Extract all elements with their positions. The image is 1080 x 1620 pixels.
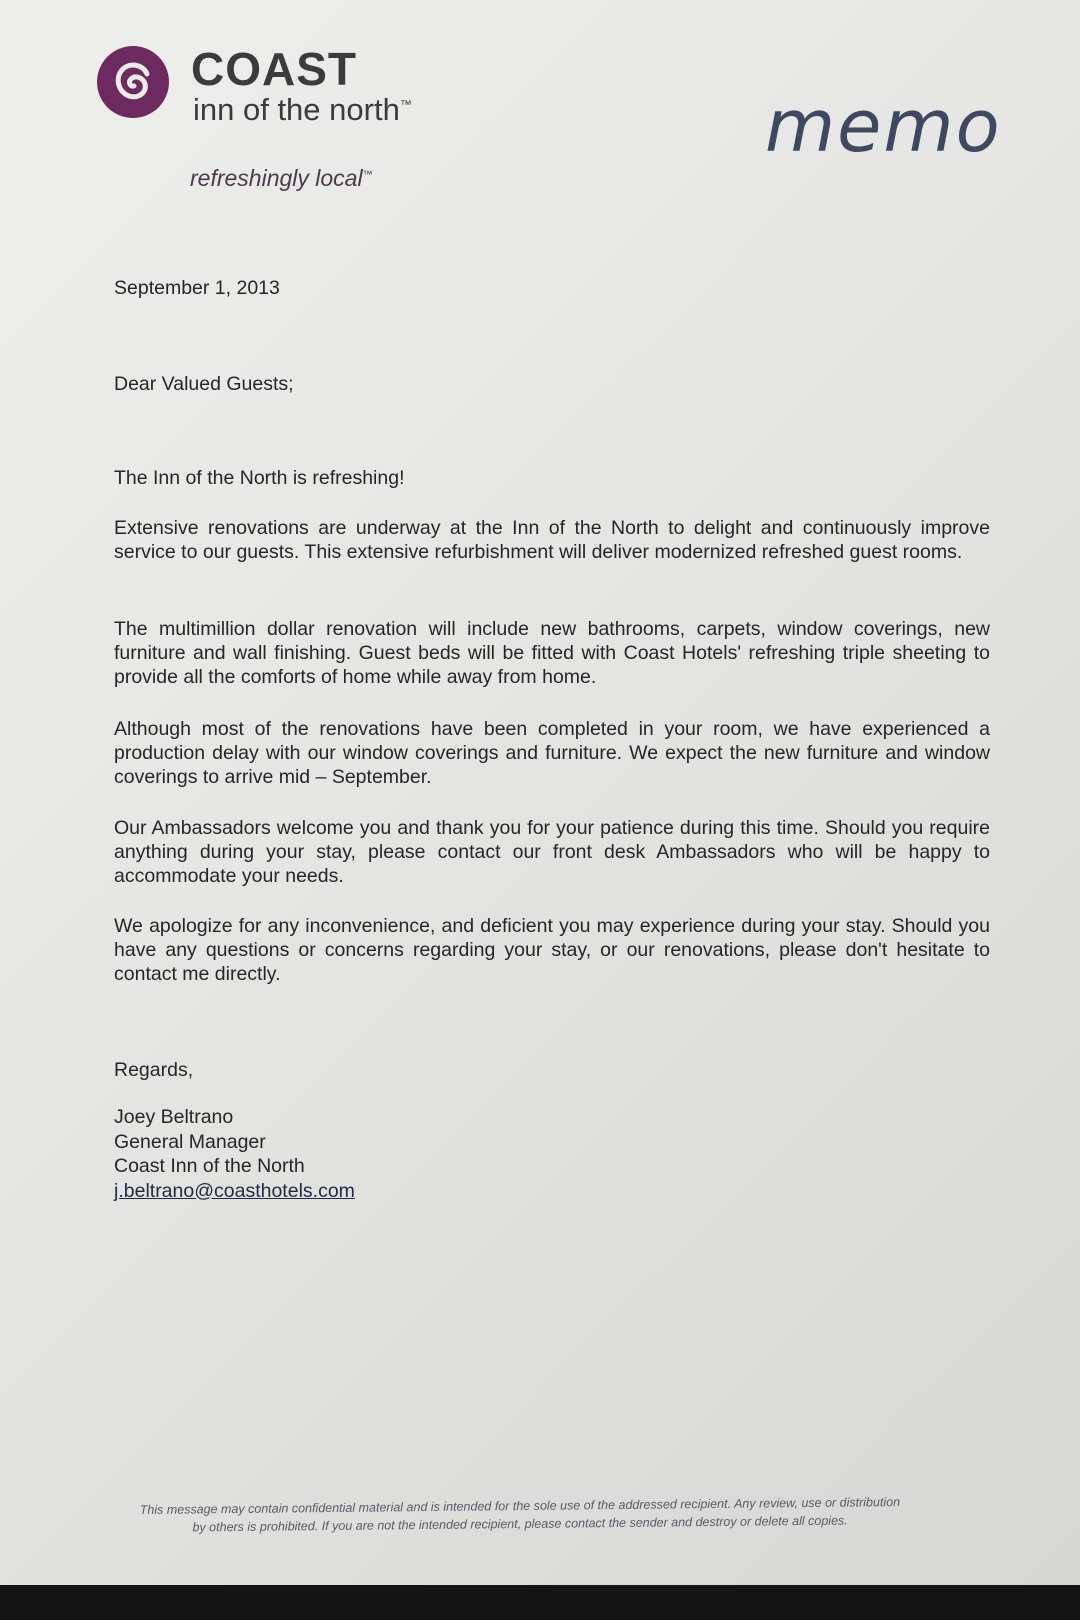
signature-title: General Manager <box>114 1130 266 1153</box>
memo-heading: memo <box>765 84 1002 168</box>
letter-closing: Regards, <box>114 1059 194 1081</box>
letter-date: September 1, 2013 <box>114 277 280 299</box>
signature-block <box>114 1105 990 1203</box>
signature-name: Joey Beltrano <box>114 1106 234 1128</box>
background-edge <box>0 1585 1080 1620</box>
letter-paragraph-5: We apologize for any inconvenience, and deficient you may experience during your stay. Should you have any questions or concerns regarding your stay, or our renovations, please don't hesitate to contact me directly. <box>114 915 990 985</box>
brand-tagline-text: refreshingly local <box>190 165 363 191</box>
coast-swirl-logo-icon <box>95 44 171 120</box>
signature-company: Coast Inn of the North <box>114 1155 305 1177</box>
letter-paragraph-3: Although most of the renovations have been completed in your room, we have experienced a production delay with our window coverings and furniture. We expect the new furniture and window coverings to arrive mid – September. <box>114 718 990 788</box>
confidentiality-footer <box>60 1492 980 1538</box>
brand-header <box>95 42 495 132</box>
brand-subname-mark: ™ <box>399 97 412 112</box>
letter-salutation: Dear Valued Guests; <box>114 373 294 395</box>
brand-subname-text: inn of the north <box>193 92 400 127</box>
footer-line-1: This message may contain confidential material and is intended for the sole use of the addressed recipient. Any review, use or distribution <box>139 1495 901 1517</box>
letter-paragraph-1: Extensive renovations are underway at the Inn of the North to delight and continuously improve service to our guests. This extensive refurbishment will deliver modernized refreshed guest rooms. <box>114 517 990 563</box>
letter-paragraph-2: The multimillion dollar renovation will include new bathrooms, carpets, window coverings, new furniture and wall finishing. Guest beds will be fitted with Coast Hotels' refreshing triple sheeting to provide all the comforts of home while away from home. <box>114 618 990 688</box>
footer-line-2: by others is prohibited. If you are not the intended recipient, please contact the sender and destroy or delete all copies. <box>192 1513 848 1535</box>
signature-email-link[interactable]: j.beltrano@coasthotels.com <box>114 1179 355 1202</box>
brand-subname <box>193 94 412 125</box>
brand-tagline <box>190 165 373 192</box>
letter-paragraph-4: Our Ambassadors welcome you and thank you for your patience during this time. Should you require anything during your stay, please contact our front desk Ambassadors who will be happy to accommodate your needs. <box>114 817 990 887</box>
brand-name: COAST <box>191 43 357 95</box>
letter-intro: The Inn of the North is refreshing! <box>114 467 405 489</box>
brand-tagline-mark: ™ <box>362 169 373 181</box>
